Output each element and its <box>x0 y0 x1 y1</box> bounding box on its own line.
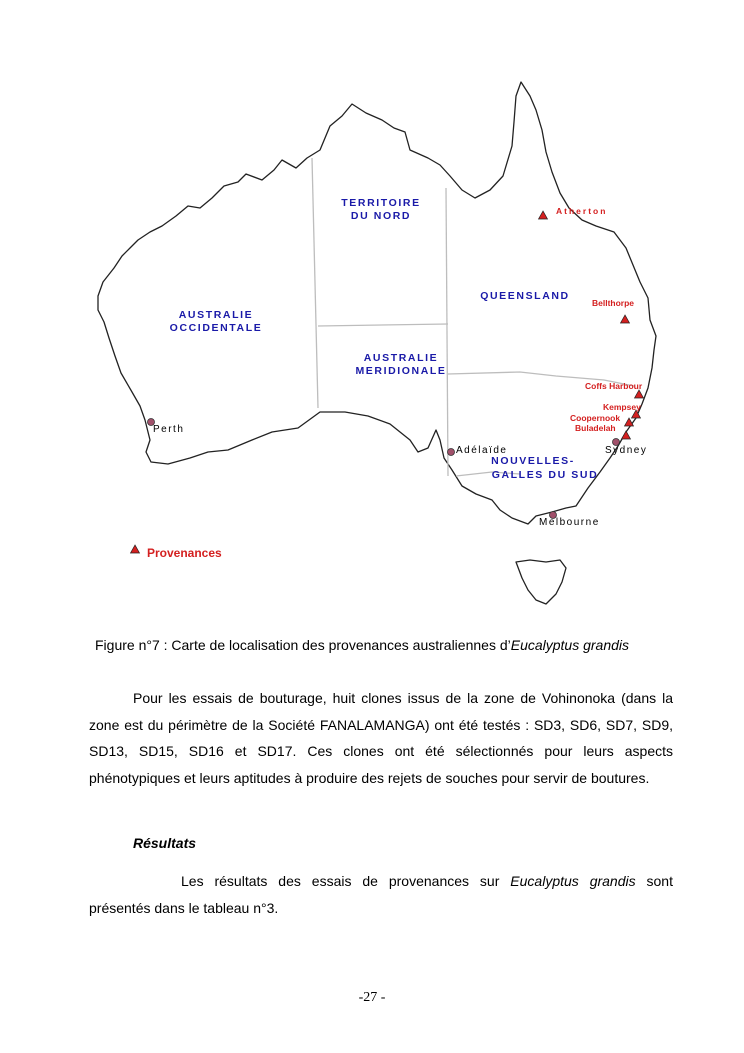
city-label-adelaide: Adélaïde <box>456 445 508 456</box>
city-label-sydney: Sydney <box>605 445 648 456</box>
provenance-label-kempsey: Kempsey <box>603 402 641 412</box>
provenance-label-atherton: Atherton <box>556 206 608 216</box>
legend-label: Provenances <box>147 546 222 560</box>
paragraph-resultats-start: Les résultats des essais de provenances sur <box>181 873 511 889</box>
region-label-occidentale-2: OCCIDENTALE <box>169 322 263 334</box>
region-label-territoire-2: DU NORD <box>350 210 412 222</box>
caption-text: Figure n°7 : Carte de localisation des provenances australiennes d’ <box>95 637 511 653</box>
legend-triangle-icon <box>131 545 140 553</box>
region-label-occidentale: AUSTRALIE <box>178 309 254 321</box>
paragraph-resultats-end: sont présentés dans le tableau n°3. <box>89 873 673 916</box>
provenance-label-buladelah: Buladelah <box>575 423 616 433</box>
region-label-nsw-2: GALLES DU SUD <box>491 469 599 481</box>
provenance-label-coopernook: Coopernook <box>570 413 621 423</box>
section-heading-resultats: Résultats <box>133 835 197 851</box>
provenance-label-bellthorpe: Bellthorpe <box>592 298 635 308</box>
figure-caption <box>95 637 629 653</box>
region-label-territoire: TERRITOIRE <box>341 197 421 209</box>
paragraph-bouturage: Pour les essais de bouturage, huit clones issus de la zone de Vohinonoka (dans la zone est du périmètre de la Société FANALAMANGA) ont été testés : SD3, SD6, SD7, SD9, SD13, SD15, SD16 et SD17. Ces clones ont été sélectionnés pour leurs aspects phénotypiques et leurs aptitudes à produire des rejets de souches pour servir de boutures. <box>89 690 673 786</box>
city-label-melbourne: Melbourne <box>539 517 600 528</box>
region-label-nsw: NOUVELLES- <box>491 455 575 467</box>
page-number: -27 - <box>358 990 386 1005</box>
paragraph-resultats-species: Eucalyptus grandis <box>510 873 636 889</box>
region-label-meridionale: AUSTRALIE <box>363 352 439 364</box>
tasmania-outline <box>516 560 566 604</box>
city-label-perth: Perth <box>153 424 185 435</box>
paragraph-resultats <box>89 868 673 921</box>
provenance-label-coffs-harbour: Coffs Harbour <box>585 381 643 391</box>
region-label-meridionale-2: MERIDIONALE <box>355 365 447 377</box>
caption-species: Eucalyptus grandis <box>510 637 630 653</box>
city-marker-adelaide <box>448 449 455 456</box>
region-label-queensland: QUEENSLAND <box>480 290 570 302</box>
